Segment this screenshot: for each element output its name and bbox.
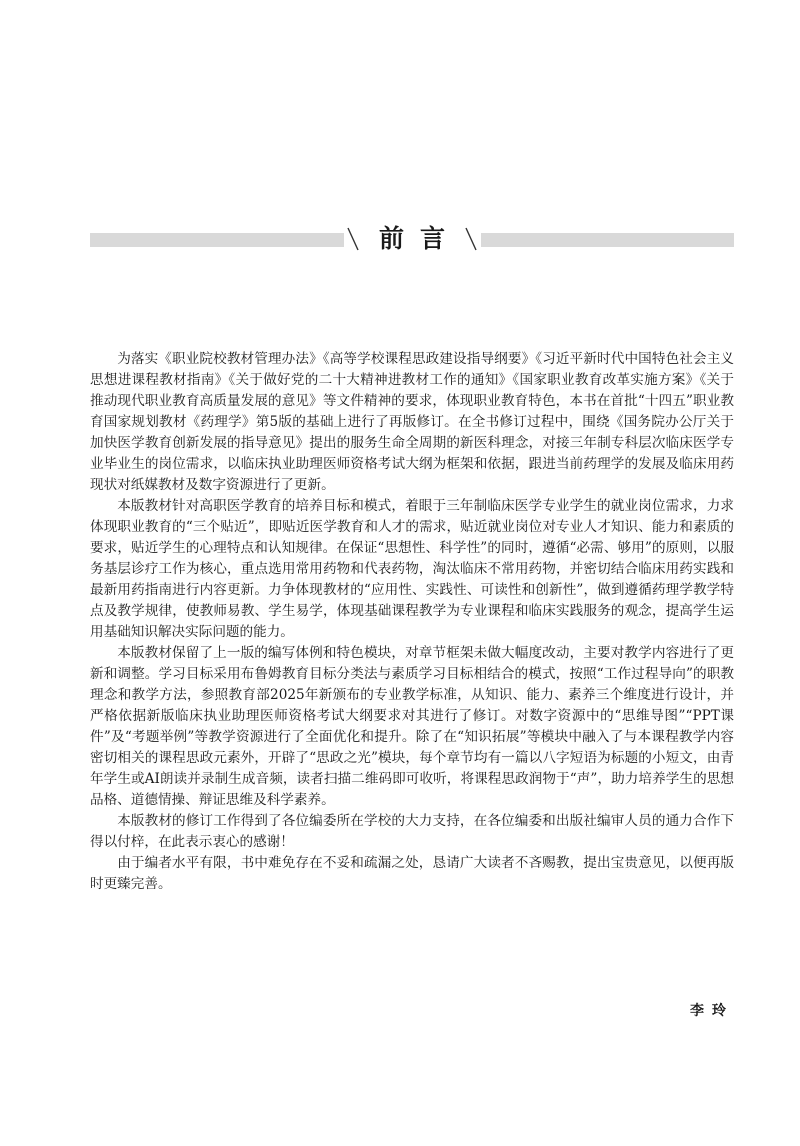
- preface-paragraph: 本版教材保留了上一版的编写体例和特色模块，对章节框架未做大幅度改动，主要对教学内容进行了更新和调整。学习目标采用布鲁姆教育目标分类法与素质学习目标相结合的模式，按照“工作过程导向”的职教理念和教学方法，参照教育部2025年新颁布的专业教学标准，从知识、能力、素养三个维度进行设计，并严格依据新版临床执业助理医师资格考试大纲要求对其进行了修订。对数字资源中的“思维导图”“PPT课件”及“考题举例”等教学资源进行了全面优化和提升。除了在“知识拓展”等模块中融入了与本课程教学内容密切相关的课程思政元素外，开辟了“思政之光”模块，每个章节均有一篇以八字短语为标题的小短文，由青年学生或AI朗读并录制生成音频，读者扫描二维码即可收听，将课程思政润物于“声”，助力培养学生的思想品格、道德情操、辩证思维及科学素养。: [90, 645, 734, 808]
- title-band-right-bar: [481, 233, 734, 247]
- preface-paragraph: 本版教材的修订工作得到了各位编委所在学校的大力支持，在各位编委和出版社编审人员的通力合作下得以付梓，在此表示衷心的感谢！: [90, 813, 734, 850]
- page-title: 前言: [378, 224, 461, 253]
- title-slash-left-icon: [346, 226, 360, 252]
- title-band-left-bar: [90, 233, 344, 247]
- preface-paragraph: 为落实《职业院校教材管理办法》《高等学校课程思政建设指导纲要》《习近平新时代中国特色社会主义思想进课程教材指南》《关于做好党的二十大精神进教材工作的通知》《国家职业教育改革实施方案》《关于推动现代职业教育高质量发展的意见》等文件精神的要求，体现职业教育特色，本书在首批“十四五”职业教育国家规划教材《药理学》第5版的基础上进行了再版修订。在全书修订过程中，围绕《国务院办公厅关于加快医学教育创新发展的指导意见》提出的服务生命全周期的新医科理念，对接三年制专科层次临床医学专业毕业生的岗位需求，以临床执业助理医师资格考试大纲为框架和依据，跟进当前药理学的发展及临床用药现状对纸媒教材及数字资源进行了更新。: [90, 351, 734, 493]
- title-band: [90, 226, 734, 252]
- preface-body: [90, 349, 734, 895]
- preface-paragraph: 由于编者水平有限，书中难免存在不妥和疏漏之处，恳请广大读者不吝赐教，提出宝贵意见，以便再版时更臻完善。: [90, 855, 734, 892]
- title-slash-right-icon: [464, 226, 478, 252]
- author-signature: 李玲: [690, 1003, 734, 1019]
- preface-paragraph: 本版教材针对高职医学教育的培养目标和模式，着眼于三年制临床医学专业学生的就业岗位需求，力求体现职业教育的“三个贴近”，即贴近医学教育和人才的需求，贴近就业岗位对专业人才知识、能力和素质的要求，贴近学生的心理特点和认知规律。在保证“思想性、科学性”的同时，遵循“必需、够用”的原则，以服务基层诊疗工作为核心，重点选用常用药物和代表药物，淘汰临床不常用药物，并密切结合临床用药实践和最新用药指南进行内容更新。力争体现教材的“应用性、实践性、可读性和创新性”，做到遵循药理学教学特点及教学规律，使教师易教、学生易学，体现基础课程教学为专业课程和临床实践服务的观念，提高学生运用基础知识解决实际问题的能力。: [90, 498, 734, 640]
